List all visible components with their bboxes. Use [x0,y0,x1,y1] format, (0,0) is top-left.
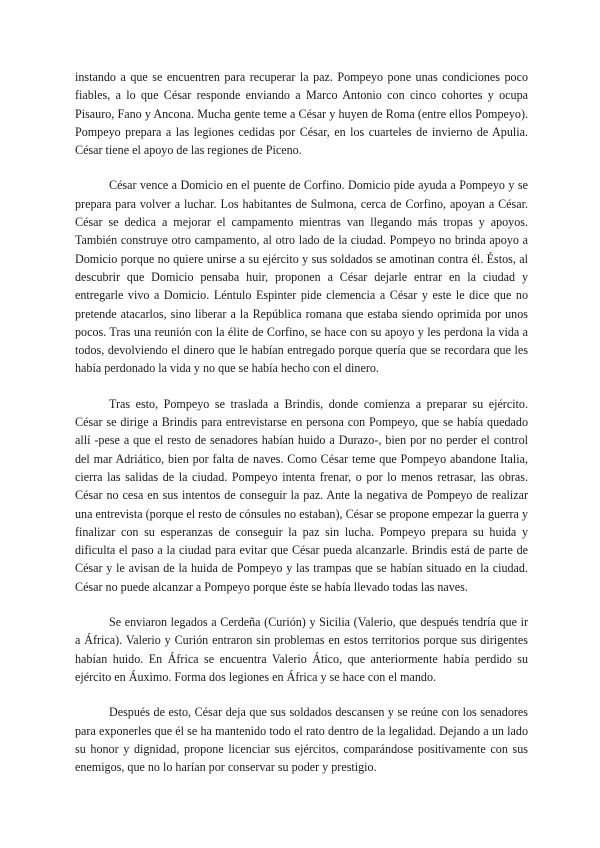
paragraph-3: Tras esto, Pompeyo se traslada a Brindis, donde comienza a preparar su ejército. César se dirige a Brindis para entrevistarse en persona con Pompeyo, que se había quedado allí -pese a que el resto de senadores habían huido a Durazo-, bien por no perder el control del mar Adriático, bien por falta de naves. Como César teme que Pompeyo abandone Italia, cierra las salidas de la ciudad. Pompeyo intenta frenar, o por lo menos retrasar, las obras. César no cesa en sus intentos de conseguir la paz. Ante la negativa de Pompeyo de realizar una entrevista (porque el resto de cónsules no estaban), César se propone empezar la guerra y finalizar con su esperanzas de conseguir la paz sin lucha. Pompeyo prepara su huida y dificulta el paso a la ciudad para evitar que César pueda alcanzarle. Brindis está de parte de César y le avisan de la huida de Pompeyo y las trampas que se habían situado en la ciudad. César no puede alcanzar a Pompeyo porque éste se había llevado todas las naves. [75,396,528,594]
paragraph-1: instando a que se encuentren para recuperar la paz. Pompeyo pone unas condiciones poco fiables, a lo que César responde enviando a Marco Antonio con cinco cohortes y ocupa Pisauro, Fano y Ancona. Mucha gente teme a César y huyen de Roma (entre ellos Pompeyo). Pompeyo prepara a las legiones cedidas por César, en los cuarteles de invierno de Apulia. César tiene el apoyo de las regiones de Piceno. [75,70,528,158]
document-page [75,68,528,793]
paragraph-5: Después de esto, César deja que sus soldados descansen y se reúne con los senadores para exponerles que él se ha mantenido todo el rato dentro de la legalidad. Dejando a un lado su honor y dignidad, propone licenciar sus ejércitos, comparándose positivamente con sus enemigos, que no lo harían por conservar su poder y prestigio. [75,705,528,775]
paragraph-4: Se enviaron legados a Cerdeña (Curión) y Sicilia (Valerio, que después tendría que ir a África). Valerio y Curión entraron sin problemas en estos territorios porque sus dirigentes habían huido. En África se encuentra Valerio Ático, que anteriormente había perdido su ejército en Áuximo. Forma dos legiones en África y se hace con el mando. [75,615,528,684]
paragraph-2: César vence a Domicio en el puente de Corfino. Domicio pide ayuda a Pompeyo y se prepara para volver a luchar. Los habitantes de Sulmona, cerca de Corfino, apoyan a César. César se dedica a mejorar el campamento mientras van llegando más tropas y apoyos. También construye otro campamento, al otro lado de la ciudad. Pompeyo no brinda apoyo a Domicio porque no quiere unirse a su ejército y sus soldados se amotinan contra él. Éstos, al descubrir que Domicio pensaba huir, proponen a César dejarle entrar en la ciudad y entregarle vivo a Domicio. Léntulo Espinter pide clemencia a César y este le dice que no pretende atacarlos, sino liberar a la República romana que estaba siendo oprimida por unos pocos. Tras una reunión con la élite de Corfino, se hace con su apoyo y les perdona la vida a todos, devolviendo el dinero que le habían entregado porque quería que se recordara que les había perdonado la vida y no que se había hecho con el dinero. [75,178,528,376]
